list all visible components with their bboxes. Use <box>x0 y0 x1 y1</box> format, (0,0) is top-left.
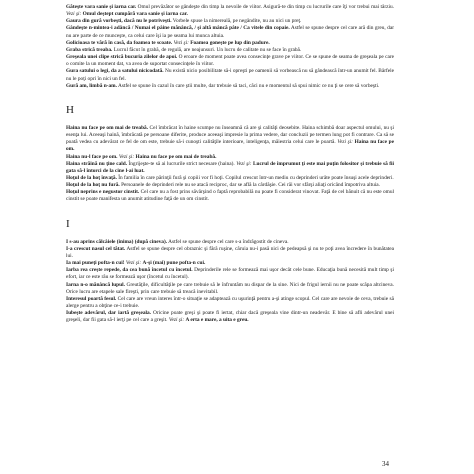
entry-term: Iubeşte adevărul, dar iartă greşeala. <box>66 310 151 317</box>
entry-body: Astfel se spune despre cel obraznic şi fără ruşine, căruia nu-i pasă nici de pedeapsă şi nu te poţi avea încredere în bunătatea lui. <box>66 245 394 259</box>
entry-body: Nu există nicio posibilitate să-i opreşti pe oamenii să vorbească nu să gândească într-un anumit fel. Bârfele nu le poţi opri în nici un fel. <box>66 68 394 82</box>
entry-body: Astfel se spune despre cel care ară din greu, dar nu are parte de ce munceşte, ca celui care îşi ia pe seama lui munca altuia. <box>66 25 394 39</box>
entry-term: Greşeala unei clipe strică bucuria zilelor de apoi. <box>66 54 178 61</box>
entry <box>66 267 394 281</box>
page-number: 34 <box>382 460 389 468</box>
entry-cross-reference: Haina nu face pe om. <box>66 139 394 153</box>
entry-body: Astfel se spune în cazul în care ştii multe, dar trebuie să taci, căci nu e momentul să spui nimic ce nu ţi se cere să vorbeşti. <box>116 82 380 89</box>
entry-term: Haina nu face pe om mai de treabă. <box>66 124 149 131</box>
entry-body: Lucrul făcut în grabă, de regulă, are neajunsuri. Un lucru de calitate nu se face în grabă. <box>112 46 302 53</box>
entry <box>66 310 394 324</box>
entry <box>66 54 394 68</box>
entry-term: Ia mai puneţi pofta-n cui! <box>66 260 125 267</box>
entry-term: Interesul poartă fesul. <box>66 295 117 302</box>
entry-cross-reference: A-şi (mai) pune pofta-n cui. <box>142 260 206 267</box>
section-a-tail <box>66 4 394 90</box>
entry-body: Greutăţile, dificultăţile pe care trebuie să le înfruntăm nu dispar de la sine. Nici de frigul iernii nu ne poate scăpa altcineva. Orice lucru are etapele sale fireşti, prin care trebuie să treacă inevitabil. <box>66 281 395 295</box>
entry-body: Cel care are vreun interes într-o situaţie se adaptează cu uşurinţă pentru a-şi atinge scopul. Cel care are nevoie de ceva, trebuie să alerge pentru a obţine ce-i trebuie. <box>66 295 394 309</box>
entry <box>66 239 394 246</box>
entry <box>66 4 394 18</box>
entry-body: Deprinderile rele se formează mai uşor decât cele bune. Educaţia bună necesită mult timp şi efort, iar ce este rău se formează uşor (încetul cu încetul). <box>66 267 394 281</box>
entry <box>66 47 394 54</box>
entry-term: Gură am, limbă n-am. <box>66 82 117 89</box>
entry-term: Haina străină nu ţine cald. <box>66 160 128 167</box>
section-letter-h: H <box>66 103 74 116</box>
entry-body: Oricine poate greşi şi poate fi iertat, chiar dacă greşeala vine dintr-un neadevăr. E bine să afli adevărul unei greşeli, dar fii gata să-l ierţi pe cel care a greşit. <box>66 310 394 324</box>
entry-term: Iarna n-o mănâncă lupul. <box>66 281 125 288</box>
entry <box>66 189 394 203</box>
section-h <box>66 125 394 204</box>
entry-term: Hoţul neprins e negustor cinstit. <box>66 189 140 196</box>
entry-term: Gaura din gură vorbeşti, dacă nu le potriveşti. <box>66 18 172 25</box>
entry-term: Gura satului o legi, da a satului nicicodată. <box>66 68 164 75</box>
entry <box>66 154 394 161</box>
see-also-label: Vezi şi: <box>236 160 252 167</box>
entry-body: Cel îmbrăcat în haine scumpe nu înseamnă că are şi calităţi deosebite. Haina schimbă doar aspectul omului, nu şi esenţa lui. Aceeaşi haină, îmbrăcată pe persoane diferite, produce aceeaşi impresie la prima vedere, dar concluzii pe termen lung pot fi contrare. Ca să se poată vedea cu adevărat ce fel de om este, trebuie să-i cunoşti calităţile interioare, inteligenţa, măiestria celui care le poartă. <box>66 124 394 146</box>
entry <box>66 40 394 47</box>
entry-body: Vorbele spuse la nimereală, pe negândite, nu au nici un preţ. <box>171 18 302 25</box>
entry-term: Golicioasa te vără în casă, da foamea te scoate. <box>66 39 173 46</box>
entry <box>66 125 394 154</box>
entry-term: Găteşte vara sanie şi iarna car. <box>66 4 137 10</box>
entry-body: Persoanele de deprinderi rele nu se atacă reciproc, dar se află la cârdăşie. Cei răi vor sfârşi aliaţi oricând împotriva altuia. <box>119 182 380 189</box>
section-i <box>66 239 394 325</box>
entry <box>66 83 394 90</box>
entry-term: Graba strică treaba. <box>66 46 113 53</box>
entry-cross-reference: Haina nu face pe om mai de treabă. <box>135 153 217 160</box>
entry-cross-reference: Omul deştept cumpără vara sanie şi iarna car. <box>82 11 188 18</box>
entry <box>66 161 394 175</box>
section-letter-i: I <box>66 217 70 230</box>
entry <box>66 296 394 310</box>
see-also-label: Vezi şi: <box>118 153 135 160</box>
entry-term: Haina nu-l face pe om. <box>66 153 118 160</box>
entry-cross-reference: Lucrul de împrumut ţi este mai puţin folositor şi trebuie să fii gata să-l întorci de la cine l-ai luat. <box>66 160 394 174</box>
entry-cross-reference: A erta e mare, a uita e greu. <box>185 317 249 324</box>
entry <box>66 25 394 39</box>
entry-term: Hoţul de la hoţ învaţă. <box>66 174 117 181</box>
entry-body: Îngrijeşte-te să ai lucrurile strict necesare (haina). <box>127 160 237 167</box>
entry-body: În familia în care părinţii fură şi copiii vor fi hoţi. Copilul crescut într-un mediu cu deprinderi urâte poate însuşi acele deprinderi. <box>116 174 394 181</box>
entry <box>66 246 394 260</box>
see-also-label: Vezi şi: <box>173 39 189 46</box>
entry-term: Hoţul de la hoţ nu fură. <box>66 182 120 189</box>
see-also-label: Vezi şi: <box>337 139 353 146</box>
see-also-label: Vezi şi: <box>125 260 142 267</box>
entry-term: I-a crescut nasul cel tătat. <box>66 245 126 252</box>
entry-body: Cel care nu a fost prins săvârşind o faptă reprobabilă nu poate fi considerat vinovat. Faţă de cel bănuit că nu este omul cinstit se poate manifesta un anumit atitudine faţă de un om cinstit. <box>66 189 394 203</box>
entry <box>66 68 394 82</box>
entry-body: O eroare de moment poate avea consecinţe grave pe viitor. Ce se spune de seama de greşeala pe care o comite la un moment dat, va avea de suportat consecinţele în viitor. <box>66 54 395 68</box>
entry-term: Gândeşte n-mintea-i adâncă / Numai el pâine mănâncă, / şi altă mâncă pâte / Ca vitele din copaie. <box>66 25 290 32</box>
see-also-label: Vezi şi: <box>168 317 185 324</box>
see-also-label: Vezi şi: <box>66 11 82 18</box>
entry-body: Omul prevăzător se gândeşte din timp la nevoile de viitor. Asigură-te din timp cu lucrurile care îţi vor trebui mai târziu. <box>136 4 394 10</box>
entry-body: Astfel se spune despre cel care s-a îndrăgostit de cineva. <box>167 238 289 245</box>
entry-term: Iarba rea creşte repede, da cea bună încetul cu încetul. <box>66 267 193 274</box>
entry-term: I s-au aprins călcâiele (inima) (după cineva). <box>66 238 168 245</box>
entry-cross-reference: Foamea goneşte pe lup din padure. <box>190 39 270 46</box>
entry <box>66 282 394 296</box>
